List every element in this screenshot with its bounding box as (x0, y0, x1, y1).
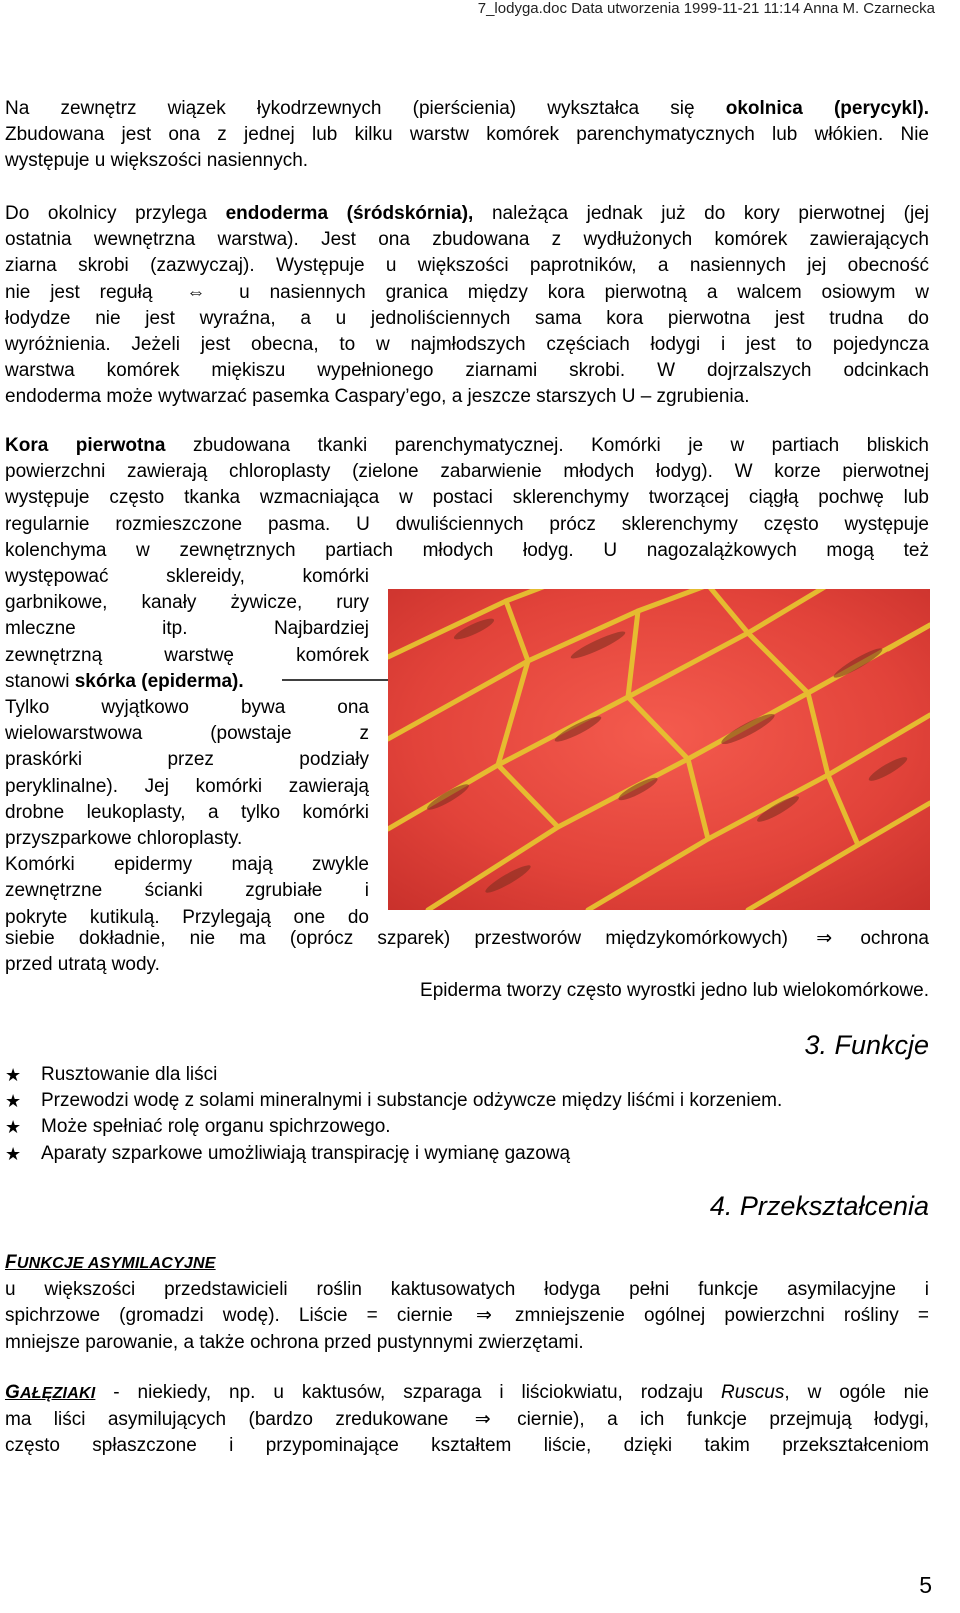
list-item-text: Może spełniać rolę organu spichrzowego. (41, 1116, 391, 1138)
text-line: ostatnia wewnętrzna warstwa). Jest ona zbudowana z wydłużonych komórek zawierających (5, 229, 929, 251)
text-span: spichrzowe (gromadzi wodę). Liście = ciernie (5, 1305, 472, 1327)
text-line: drobne leukoplasty, a tylko komórki (5, 801, 369, 823)
text-span: u nasiennych granica między kora pierwotną a walcem osiowym w (219, 281, 929, 303)
term-bold: Kora pierwotna (5, 435, 166, 456)
text-line: praskórki przez podziały (5, 749, 369, 771)
text-span: F (5, 1252, 17, 1273)
text-line: u większości przedstawicieli roślin kaktusowatych łodyga pełni funkcje asymilacyjne i (5, 1279, 929, 1301)
subheading-cladodes (5, 1382, 96, 1403)
running-header: 7_lodyga.doc Data utworzenia 1999-11-21 11:14 Anna M. Czarnecka (477, 0, 935, 17)
text-line: mniejsze parowanie, a także ochrona przed pustynnymi zwierzętami. (5, 1331, 584, 1353)
text-line (5, 926, 929, 952)
text-line (5, 1380, 929, 1407)
text-line: mleczne itp. Najbardziej (5, 618, 369, 640)
epidermis-micrograph-image (388, 589, 930, 910)
paragraph-pericycle (5, 96, 929, 175)
text-line: Zbudowana jest ona z jednej lub kilku warstw komórek parenchymatycznych lub włókien. Nie (5, 124, 929, 146)
text-line: występuje często tkanka wzmacniająca w postaci sklerenchymy tworzącej ciągłą pochwę lub (5, 487, 929, 509)
right-arrow-icon: ⇒ (816, 928, 833, 949)
double-arrow-icon: ⇔ (186, 281, 206, 303)
text-line (5, 280, 929, 306)
text-line: przyszparkowe chloroplasty. (5, 828, 243, 850)
text-line (5, 1303, 929, 1329)
term-bold: okolnica (perycykl). (725, 98, 929, 119)
functions-list (5, 1062, 935, 1167)
text-span: G (5, 1382, 20, 1403)
text-line: występuje u większości nasiennych. (5, 150, 309, 172)
list-item (5, 1088, 935, 1114)
text-span: zmniejszenie ogólnej powierzchni rośliny = (495, 1305, 929, 1327)
section-heading-functions: 3. Funkcje (804, 1030, 929, 1060)
text-line: warstwa komórek miękiszu wypełnionego ziarnami skrobi. W dojrzalszych odcinkach (5, 360, 929, 382)
text-span: UNKCJE ASYMILACYJNE (16, 1255, 216, 1272)
text-span: Do okolnicy przylega (5, 203, 226, 224)
text-line (5, 433, 929, 459)
right-arrow-icon: ⇒ (474, 1409, 491, 1431)
genus-italic: Ruscus (721, 1382, 785, 1403)
list-item (5, 1114, 935, 1140)
text-span: zbudowana tkanki parenchymatycznej. Komórki je w partiach bliskich (165, 435, 929, 456)
text-line: regularnie rozmieszczone pasma. U dwuliściennych prócz sklerenchymy często występuje (5, 513, 929, 535)
text-span: ma liści asymilujących (bardzo zredukowane (5, 1409, 471, 1431)
text-line: Epiderma tworzy często wyrostki jedno lub wielokomórkowe. (420, 980, 929, 1002)
text-line: wielowarstwowa (powstaje z (5, 723, 369, 745)
star-bullet-icon: ★ (5, 1091, 22, 1112)
text-line: łodydze nie jest wyraźna, a u jednoliściennych sama kora pierwotna jest trudna do (5, 307, 929, 329)
text-line: często spłaszczone i przypominające kształtem liście, dzięki takim przekształceniom (5, 1435, 929, 1457)
text-line (5, 201, 929, 227)
list-item (5, 1141, 935, 1167)
text-line: występować sklereidy, komórki (5, 566, 369, 587)
subheading-assimilation (5, 1250, 929, 1277)
text-line: pokryte kutikulą. Przylegają one do (5, 906, 369, 928)
term-bold: endoderma (śródskórnia), (225, 203, 474, 224)
text-line (5, 96, 929, 122)
text-span: AŁĘZIAKI (19, 1385, 96, 1402)
text-line: Komórki epidermy mają zwykle (5, 854, 369, 876)
text-line: wyróżnienia. Jeżeli jest obecna, to w najmłodszych częściach łodygi i jest to pojedyncza (5, 334, 929, 356)
text-line: Tylko wyjątkowo bywa ona (5, 697, 369, 719)
paragraph-cladodes (5, 1380, 929, 1460)
section-heading-transformations: 4. Przekształcenia (709, 1191, 929, 1221)
text-line: kolenchyma w zewnętrznych partiach młodych łodyg. U nagozalążkowych mogą też (5, 539, 929, 561)
list-item-text: Rusztowanie dla liści (41, 1064, 218, 1085)
list-item-text: Przewodzi wodę z solami mineralnymi i substancje odżywcze między liśćmi i korzeniem. (41, 1090, 783, 1112)
star-bullet-icon: ★ (5, 1065, 22, 1085)
paragraph-assimilation (5, 1250, 929, 1356)
text-line: ziarna skrobi (zazwyczaj). Występuje u większości paprotników, a nasiennych jej obecność (5, 255, 929, 277)
text-line: powierzchni zawierają chloroplasty (zielone zabarwienie młodych łodyg). W korze pierwotnej (5, 461, 929, 483)
text-line: garbnikowe, kanały żywicze, rury (5, 592, 369, 614)
list-item (5, 1062, 935, 1088)
paragraph-endoderm (5, 201, 929, 411)
star-bullet-icon: ★ (5, 1117, 22, 1138)
text-span: siebie dokładnie, nie ma (oprócz szparek) przestworów międzykomórkowych) (5, 928, 813, 949)
term-bold: skórka (epiderma). (74, 670, 244, 692)
paragraph-epidermis-cont (5, 926, 929, 1005)
text-line (5, 1407, 929, 1433)
text-line: endoderma może wytwarzać pasemka Caspary’ego, a jeszcze starszych U – zgrubienia. (5, 386, 750, 408)
text-span: stanowi (5, 670, 75, 692)
star-bullet-icon: ★ (5, 1143, 22, 1164)
text-span: ciernie), a ich funkcje przejmują łodygi, (494, 1409, 930, 1431)
page-number: 5 (919, 1572, 932, 1598)
text-line: zewnętrzną warstwę komórek (5, 644, 369, 666)
text-line: zewnętrzne ścianki zgrubiałe i (5, 880, 369, 902)
text-span: , w ogóle nie (784, 1382, 929, 1403)
text-span: - niekiedy, np. u kaktusów, szparaga i liściokwiatu, rodzaju (95, 1382, 722, 1403)
paragraph-primary-cortex (5, 433, 929, 564)
list-item-text: Aparaty szparkowe umożliwiają transpirację i wymianę gazową (41, 1142, 571, 1164)
right-arrow-icon: ⇒ (475, 1305, 492, 1327)
text-span: należąca jednak już do kory pierwotnej (jej (473, 203, 929, 224)
text-span: nie jest regułą (5, 281, 173, 303)
text-line: przed utratą wody. (5, 954, 160, 976)
text-span: ochrona (836, 928, 929, 949)
paragraph-epidermis-column (5, 564, 369, 931)
text-line: peryklinalne). Jej komórki zawierają (5, 775, 369, 797)
text-span: Na zewnętrz wiązek łykodrzewnych (pierścienia) wykształca się (5, 98, 726, 119)
